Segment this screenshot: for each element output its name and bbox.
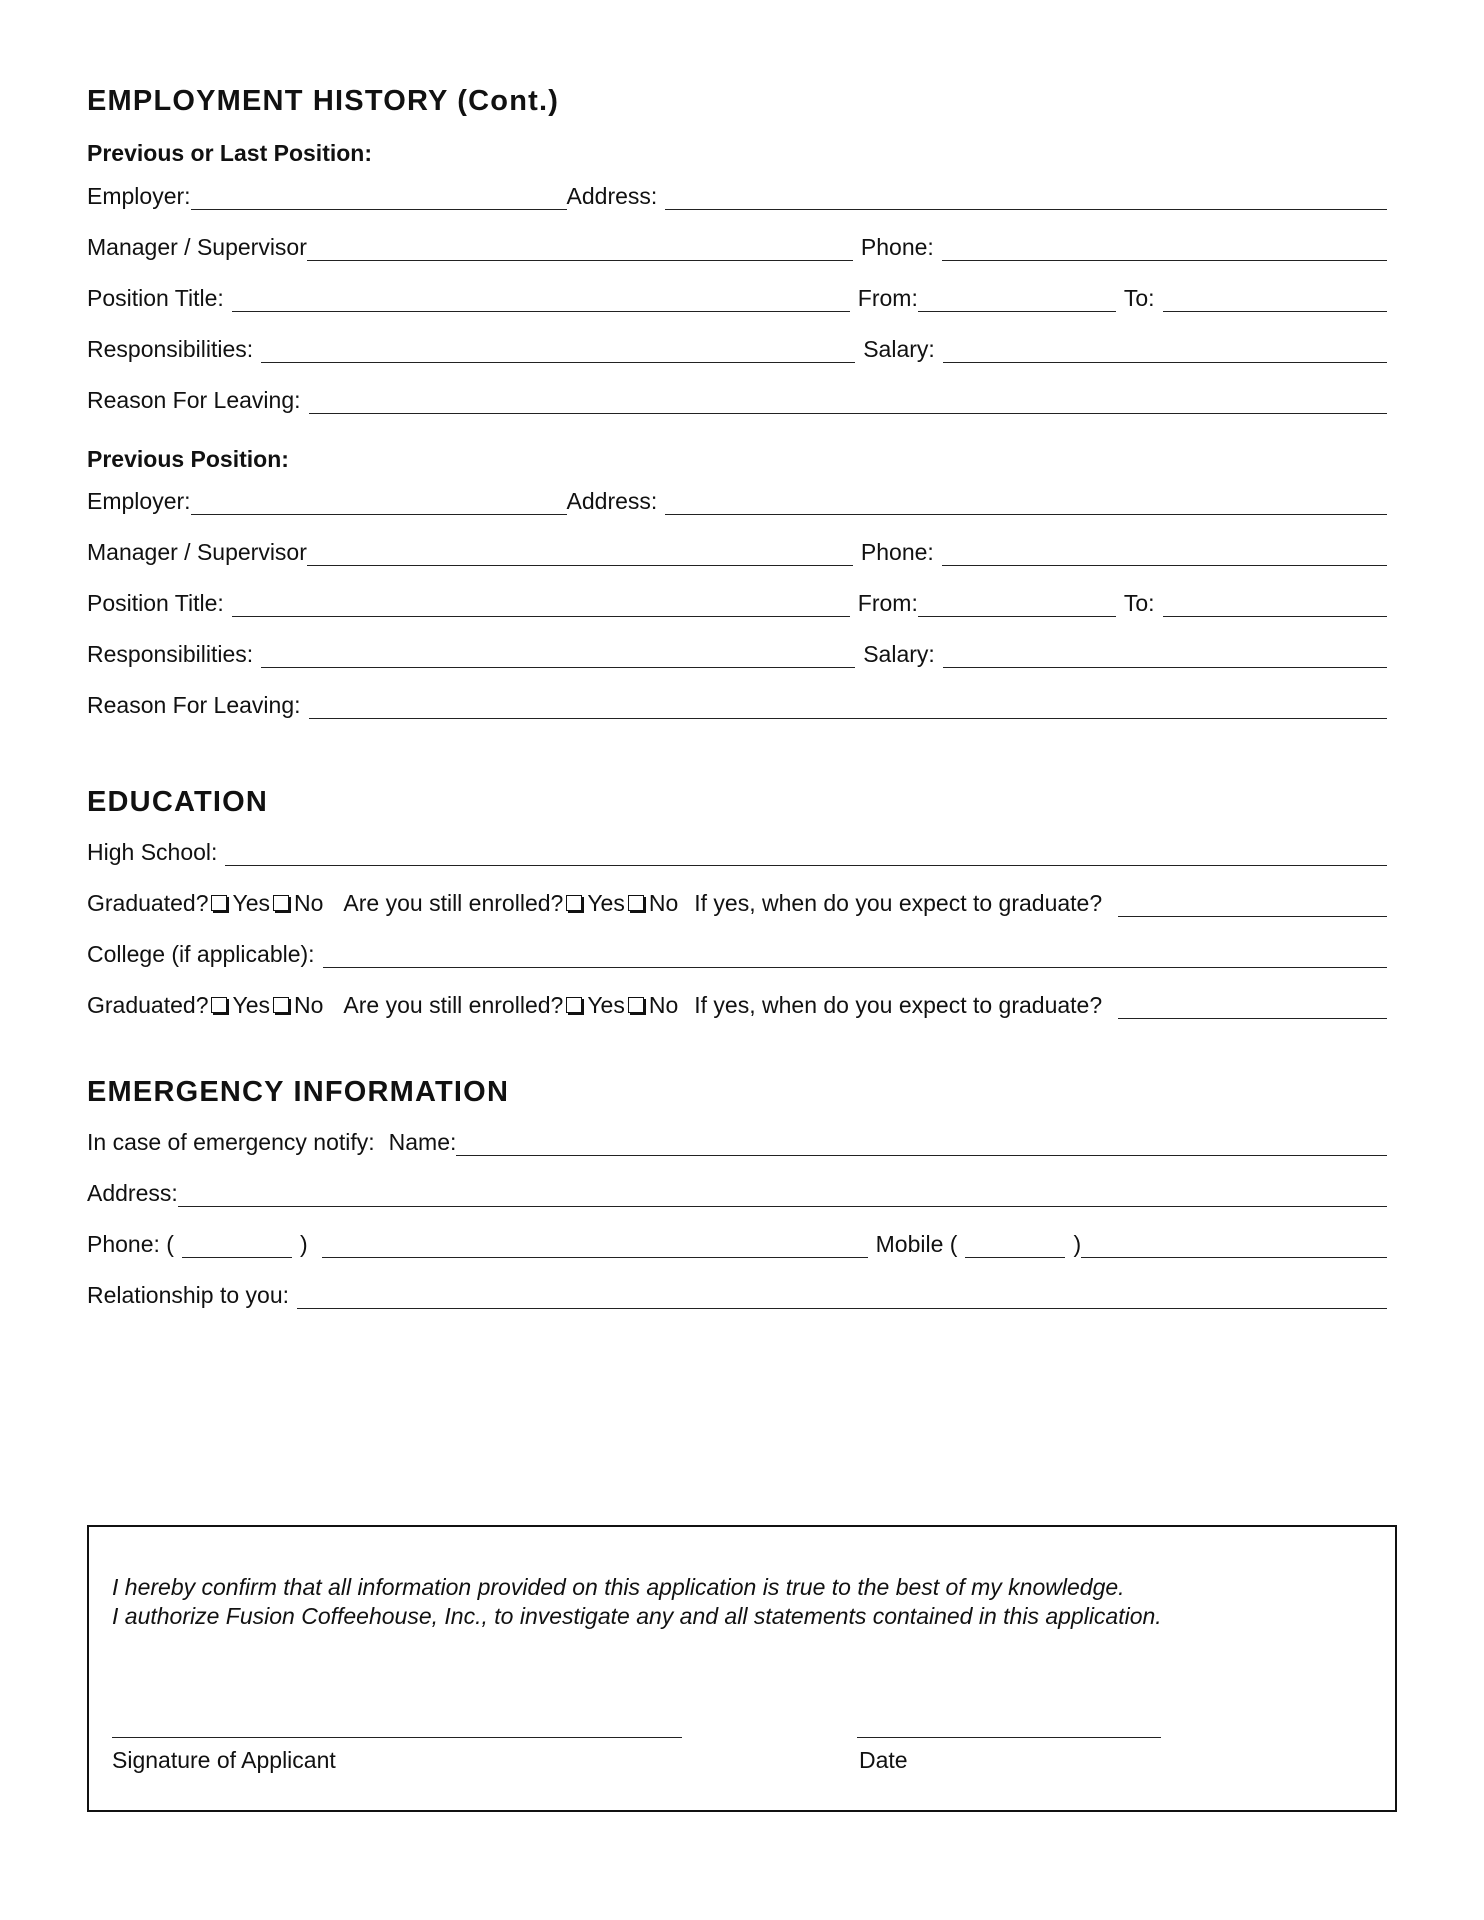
checkbox-icon[interactable] (273, 895, 289, 911)
position-title-label: Position Title: (87, 590, 224, 616)
address-field[interactable] (665, 488, 1387, 515)
college-graduated-row (87, 989, 1387, 1019)
date-label: Date (859, 1747, 908, 1773)
emergency-title: EMERGENCY INFORMATION (87, 1076, 510, 1108)
high-school-graduated-row (87, 887, 1387, 917)
emergency-phone-row (87, 1228, 1387, 1258)
from-field[interactable] (918, 590, 1116, 617)
paren-close: ) (299, 1231, 308, 1257)
date-field[interactable] (857, 1737, 1161, 1738)
notify-label: In case of emergency notify: (87, 1129, 375, 1155)
section-heading-previous-position: Previous Position: (87, 446, 289, 472)
confirmation-text (112, 1573, 1162, 1631)
graduated-yes-option[interactable]: Yes (208, 994, 270, 1019)
phone-field[interactable] (942, 234, 1387, 261)
enrolled-yes-option[interactable]: Yes (563, 994, 625, 1019)
college-row (87, 938, 1387, 968)
position-row-2 (87, 587, 1387, 617)
high-school-field[interactable] (225, 839, 1387, 866)
responsibilities-field[interactable] (261, 336, 855, 363)
expect-graduate-label: If yes, when do you expect to graduate? (694, 890, 1103, 916)
manager-field[interactable] (307, 234, 853, 261)
manager-row-2 (87, 536, 1387, 566)
from-label: From: (857, 285, 918, 311)
expect-graduate-field[interactable] (1118, 992, 1387, 1019)
college-field[interactable] (323, 941, 1387, 968)
high-school-row (87, 836, 1387, 866)
confirmation-line-1: I hereby confirm that all information provided on this application is true to the best of my knowledge. (112, 1574, 1125, 1600)
phone-area-code-field[interactable] (182, 1231, 292, 1258)
reason-row-1 (87, 384, 1387, 414)
responsibilities-label: Responsibilities: (87, 336, 254, 362)
employment-title: EMPLOYMENT HISTORY (Cont.) (87, 85, 560, 117)
position-title-field[interactable] (232, 590, 850, 617)
responsibilities-label: Responsibilities: (87, 641, 254, 667)
emergency-name-field[interactable] (456, 1129, 1387, 1156)
address-label: Address: (566, 488, 658, 514)
emergency-notify-row (87, 1126, 1387, 1156)
college-label: College (if applicable): (87, 941, 315, 967)
checkbox-icon[interactable] (566, 997, 582, 1013)
salary-label: Salary: (863, 336, 935, 362)
from-label: From: (857, 590, 918, 616)
to-field[interactable] (1163, 285, 1387, 312)
phone-label: Phone: ( (87, 1231, 174, 1257)
expect-graduate-label: If yes, when do you expect to graduate? (694, 992, 1103, 1018)
phone-label: Phone: (860, 539, 934, 565)
checkbox-icon[interactable] (211, 895, 227, 911)
reason-row-2 (87, 689, 1387, 719)
confirmation-box (87, 1525, 1397, 1812)
checkbox-icon[interactable] (211, 997, 227, 1013)
signature-field[interactable] (112, 1737, 682, 1738)
reason-label: Reason For Leaving: (87, 692, 301, 718)
graduated-label: Graduated? (87, 992, 209, 1018)
graduated-no-option[interactable]: No (270, 892, 323, 917)
manager-row-1 (87, 231, 1387, 261)
relationship-label: Relationship to you: (87, 1282, 290, 1308)
relationship-field[interactable] (297, 1282, 1387, 1309)
responsibilities-field[interactable] (261, 641, 855, 668)
section-heading-last-position: Previous or Last Position: (87, 140, 372, 166)
address-field[interactable] (665, 183, 1387, 210)
responsibilities-row-2 (87, 638, 1387, 668)
employer-row-1 (87, 180, 1387, 210)
emergency-address-row (87, 1177, 1387, 1207)
employer-field[interactable] (191, 183, 567, 210)
mobile-area-code-field[interactable] (965, 1231, 1065, 1258)
mobile-label: Mobile ( (875, 1231, 958, 1257)
manager-label: Manager / Supervisor (87, 234, 307, 260)
address-label: Address: (87, 1180, 178, 1206)
enrolled-no-option[interactable]: No (625, 994, 678, 1019)
to-field[interactable] (1163, 590, 1387, 617)
paren-close: ) (1073, 1231, 1082, 1257)
position-row-1 (87, 282, 1387, 312)
responsibilities-row-1 (87, 333, 1387, 363)
position-title-field[interactable] (232, 285, 850, 312)
employer-label: Employer: (87, 488, 191, 514)
employer-field[interactable] (191, 488, 567, 515)
salary-field[interactable] (943, 641, 1387, 668)
still-enrolled-label: Are you still enrolled? (343, 890, 564, 916)
phone-number-field[interactable] (322, 1231, 868, 1258)
phone-field[interactable] (942, 539, 1387, 566)
reason-label: Reason For Leaving: (87, 387, 301, 413)
signature-label: Signature of Applicant (112, 1747, 336, 1773)
from-field[interactable] (918, 285, 1116, 312)
manager-field[interactable] (307, 539, 853, 566)
checkbox-icon[interactable] (566, 895, 582, 911)
name-label: Name: (388, 1129, 457, 1155)
expect-graduate-field[interactable] (1118, 890, 1387, 917)
salary-label: Salary: (863, 641, 935, 667)
checkbox-icon[interactable] (628, 895, 644, 911)
enrolled-no-option[interactable]: No (625, 892, 678, 917)
high-school-label: High School: (87, 839, 218, 865)
reason-field[interactable] (309, 387, 1387, 414)
enrolled-yes-option[interactable]: Yes (563, 892, 625, 917)
to-label: To: (1123, 285, 1155, 311)
graduated-no-option[interactable]: No (270, 994, 323, 1019)
mobile-number-field[interactable] (1081, 1231, 1387, 1258)
reason-field[interactable] (309, 692, 1387, 719)
confirmation-line-2: I authorize Fusion Coffeehouse, Inc., to investigate any and all statements contained in this application. (112, 1602, 1162, 1629)
graduated-label: Graduated? (87, 890, 209, 916)
relationship-row (87, 1279, 1387, 1309)
address-label: Address: (566, 183, 658, 209)
phone-label: Phone: (860, 234, 934, 260)
checkbox-icon[interactable] (273, 997, 289, 1013)
manager-label: Manager / Supervisor (87, 539, 307, 565)
employer-label: Employer: (87, 183, 191, 209)
employer-row-2 (87, 485, 1387, 515)
still-enrolled-label: Are you still enrolled? (343, 992, 564, 1018)
salary-field[interactable] (943, 336, 1387, 363)
position-title-label: Position Title: (87, 285, 224, 311)
to-label: To: (1123, 590, 1155, 616)
emergency-address-field[interactable] (178, 1180, 1387, 1207)
education-title: EDUCATION (87, 786, 269, 818)
checkbox-icon[interactable] (628, 997, 644, 1013)
graduated-yes-option[interactable]: Yes (208, 892, 270, 917)
